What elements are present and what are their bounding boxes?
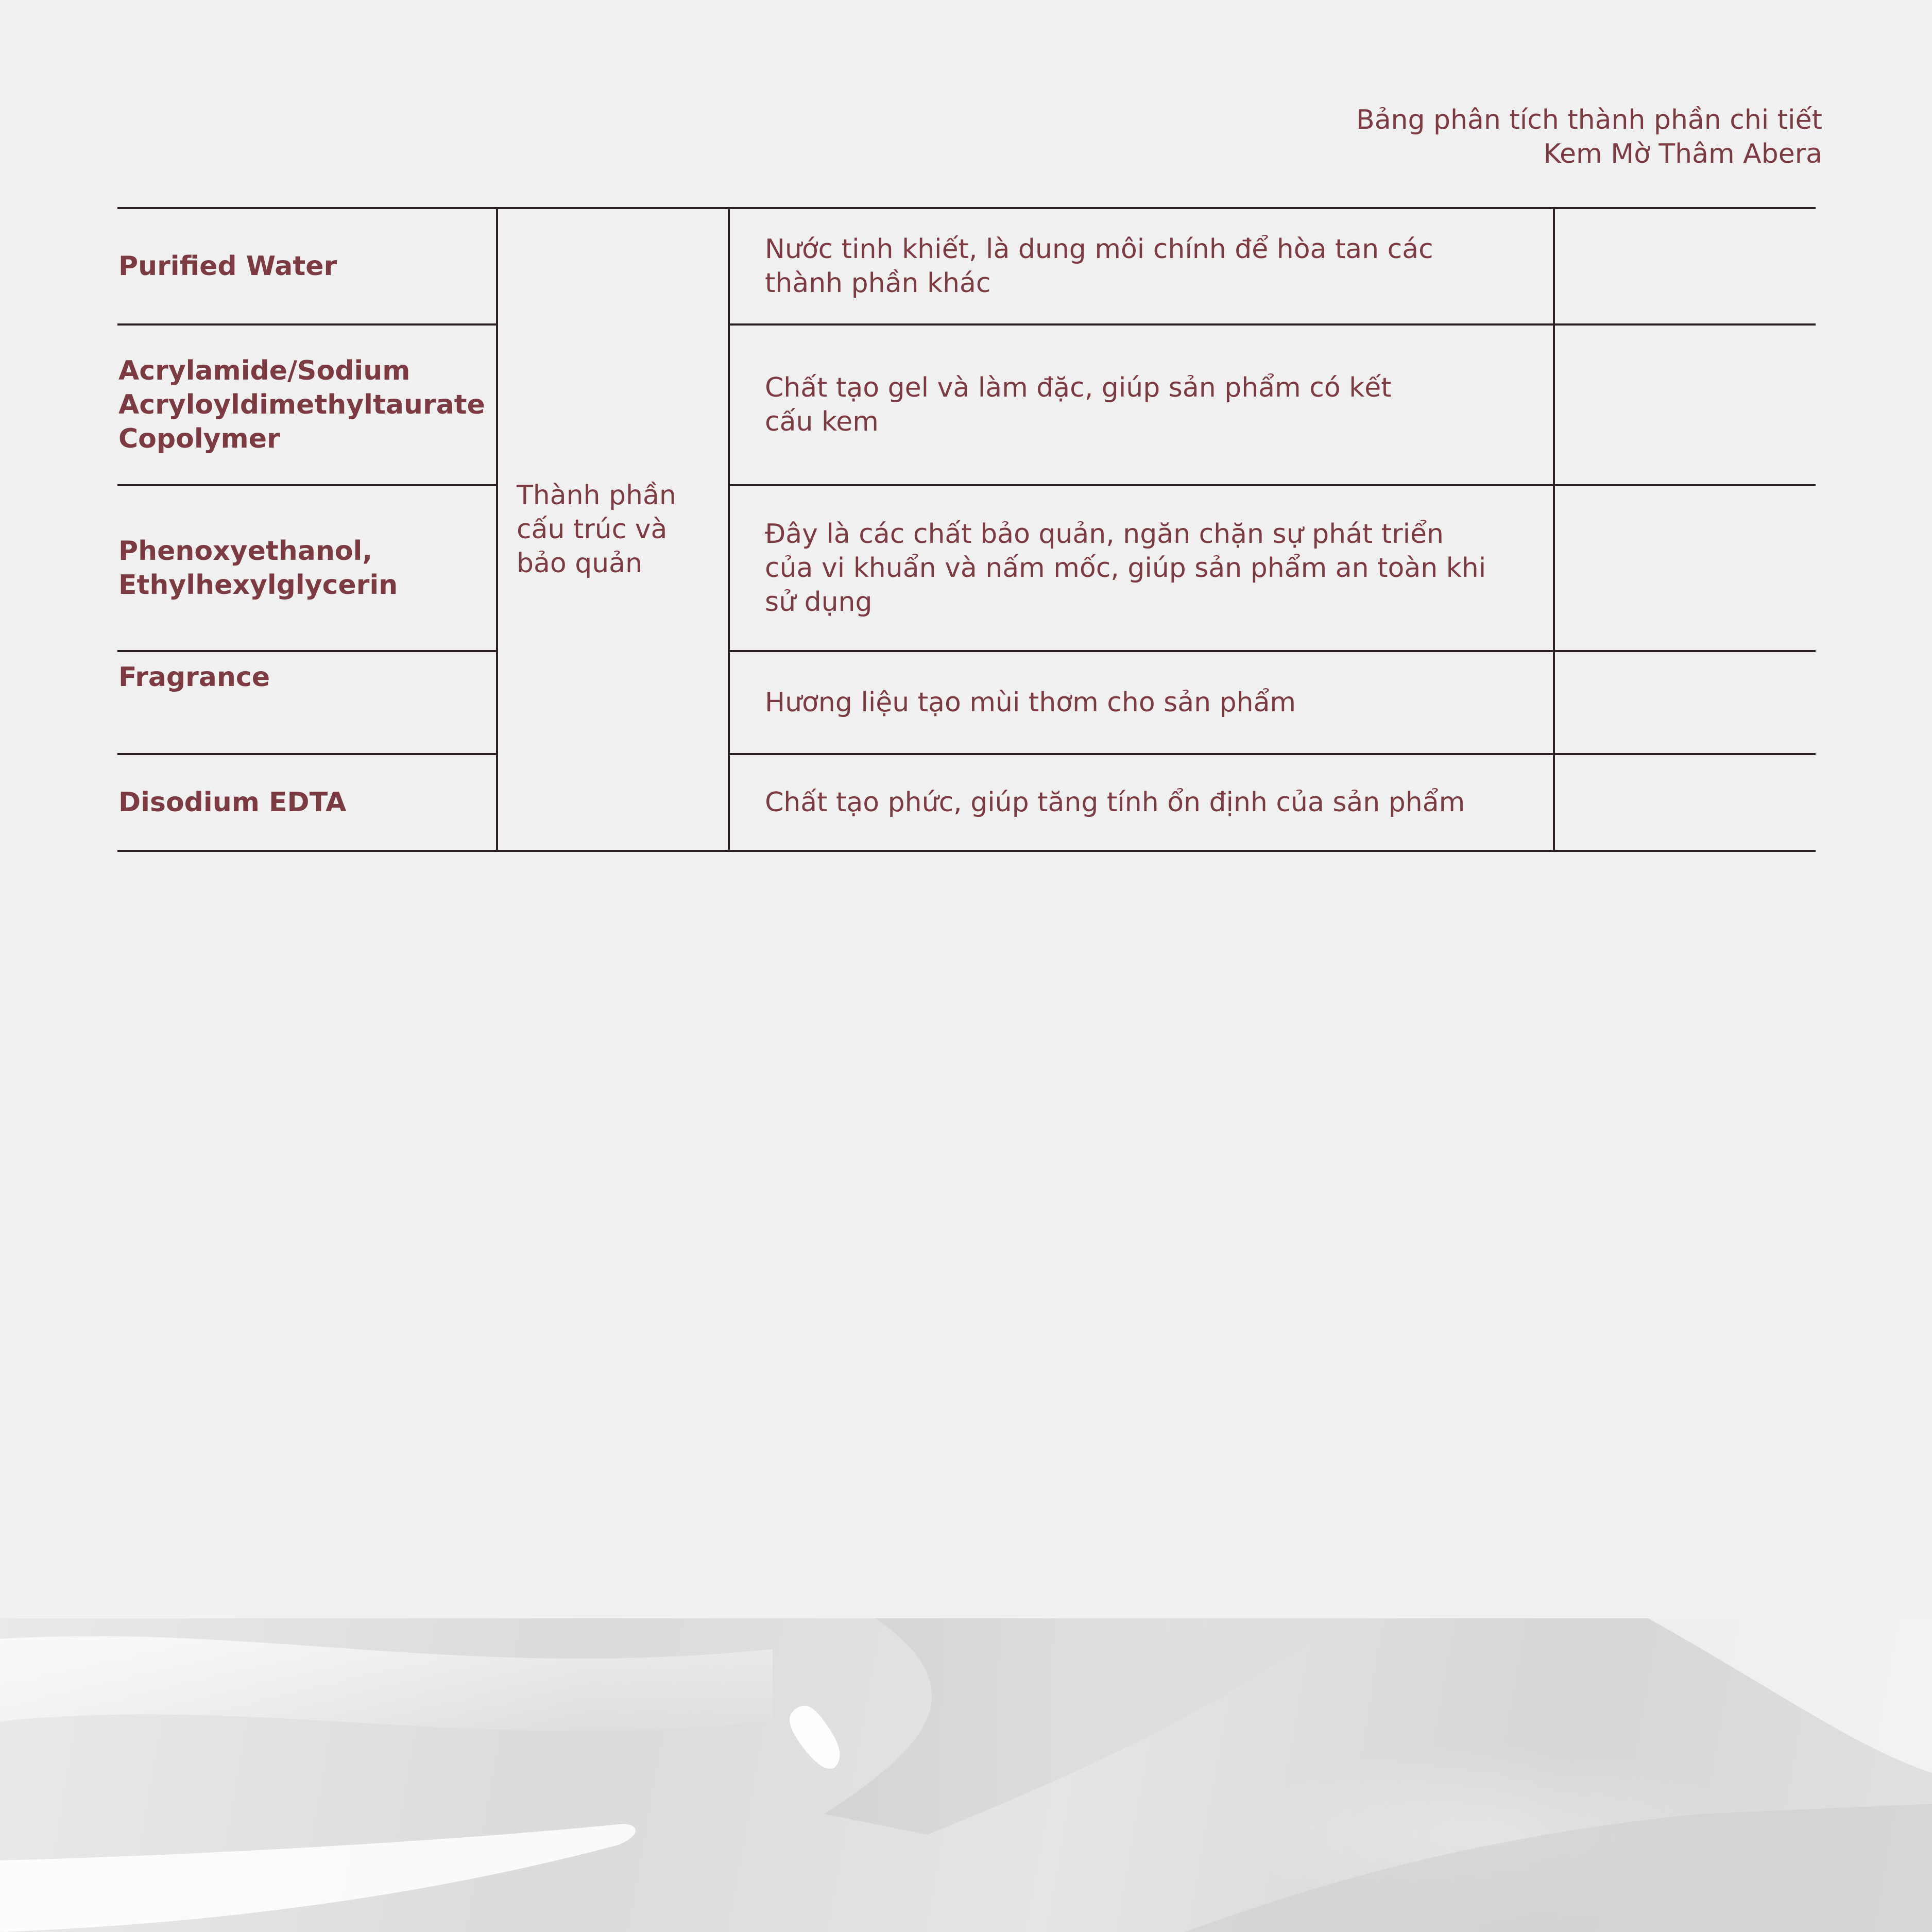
silk-background-image (0, 1618, 1932, 1932)
ingredient-name: Acrylamide/Sodium Acryloyldimethyltaurate Copolymer (117, 324, 497, 485)
empty-cell (1554, 324, 1816, 485)
header-title: Bảng phân tích thành phần chi tiết (1356, 105, 1822, 135)
ingredient-name: Fragrance (117, 651, 497, 754)
ingredient-name: Phenoxyethanol, Ethylhexylglycerin (117, 485, 497, 651)
ingredient-table (117, 207, 1816, 852)
ingredient-description: Chất tạo phức, giúp tăng tính ổn định của sản phẩm (729, 754, 1554, 851)
empty-cell (1554, 651, 1816, 754)
table-row (117, 324, 1816, 485)
ingredient-description: Nước tinh khiết, là dung môi chính để hòa tan các thành phần khác (729, 208, 1554, 324)
ingredient-name: Purified Water (117, 208, 497, 324)
ingredient-description: Chất tạo gel và làm đặc, giúp sản phẩm có kết cấu kem (729, 324, 1554, 485)
ingredient-description: Đây là các chất bảo quản, ngăn chặn sự phát triển của vi khuẩn và nấm mốc, giúp sản phẩm an toàn khi sử dụng (729, 485, 1554, 651)
empty-cell (1554, 754, 1816, 851)
table-row (117, 208, 1816, 324)
header-product-name: Kem Mờ Thâm Abera (1543, 139, 1822, 169)
empty-cell (1554, 208, 1816, 324)
document-header (1356, 103, 1822, 171)
table-row (117, 754, 1816, 851)
ingredient-name: Disodium EDTA (117, 754, 497, 851)
empty-cell (1554, 485, 1816, 651)
silk-texture-graphic (0, 1618, 1932, 1932)
table-row (117, 485, 1816, 651)
ingredient-group: Thành phần cấu trúc và bảo quản (497, 208, 729, 851)
ingredient-description: Hương liệu tạo mùi thơm cho sản phẩm (729, 651, 1554, 754)
table-row (117, 651, 1816, 754)
